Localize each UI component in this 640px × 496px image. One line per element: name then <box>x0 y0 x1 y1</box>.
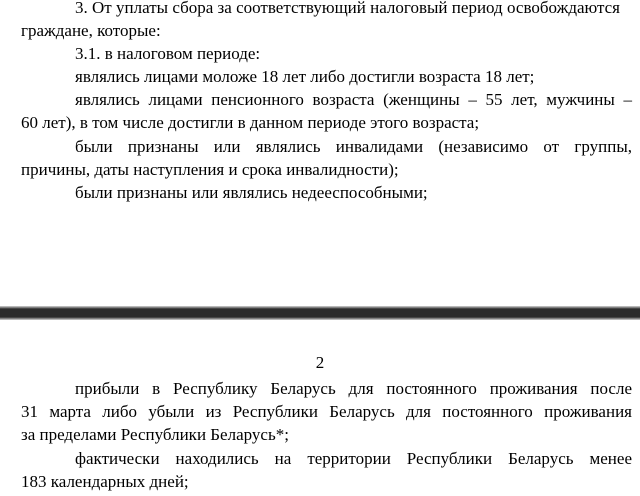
list-item-arrived-line-2: 31 марта либо убыли из Республики Беларусь для постоянного проживания <box>21 402 632 421</box>
list-item-arrived-line-1: прибыли в Республику Беларусь для постоянного проживания после <box>75 379 632 398</box>
list-item-disabled-line-2: причины, даты наступления и срока инвалидности); <box>21 160 399 179</box>
page-separator <box>0 306 640 320</box>
list-item-disabled-line-1: были признаны или являлись инвалидами (независимо от группы, <box>75 137 632 156</box>
list-item-pensioners-line-1: являлись лицами пенсионного возраста (женщины – 55 лет, мужчины – <box>75 90 632 109</box>
list-item-residence-line-2: 183 календарных дней; <box>21 472 189 491</box>
list-item-residence-line-1: фактически находились на территории Республики Беларусь менее <box>75 449 632 468</box>
page-number: 2 <box>315 353 325 372</box>
paragraph-3-line-1: 3. От уплаты сбора за соответствующий налоговый период освобождаются <box>75 0 620 17</box>
subparagraph-3-1: 3.1. в налоговом периоде: <box>75 44 261 63</box>
list-item-arrived-line-3: за пределами Республики Беларусь*; <box>21 425 289 444</box>
list-item-pensioners-line-2: 60 лет), в том числе достигли в данном периоде этого возраста; <box>21 113 480 132</box>
paragraph-3-line-2: граждане, которые: <box>21 21 161 40</box>
list-item-incapacitated: были признаны или являлись недееспособными; <box>75 183 428 202</box>
list-item-minors: являлись лицами моложе 18 лет либо достигли возраста 18 лет; <box>75 67 535 86</box>
